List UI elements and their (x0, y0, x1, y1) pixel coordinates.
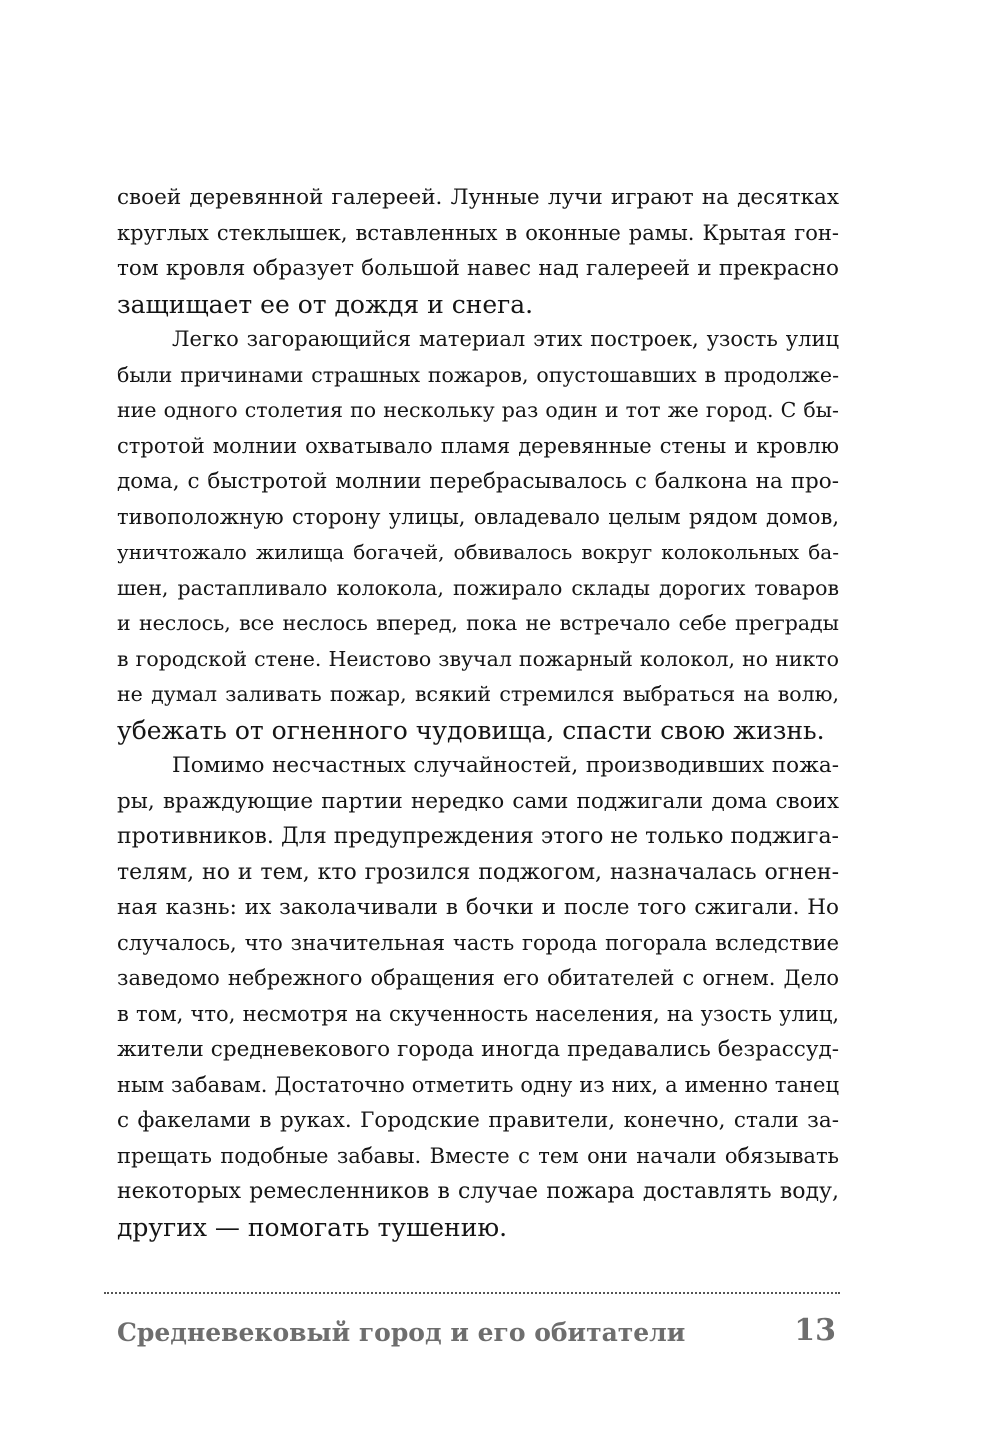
text-line: случалось, что значительная часть города погорала вследствие (117, 930, 839, 955)
text-line: были причинами страшных пожаров, опустошавших в продолже- (117, 362, 839, 387)
running-footer-title: Средневековый город и его обитатели (117, 1318, 686, 1347)
text-line: том кровля образует большой навес над галереей и прекрасно (117, 256, 839, 281)
text-line: тивоположную сторону улицы, овладевало целым рядом домов, (117, 504, 839, 529)
text-line: и неслось, все неслось вперед, пока не встречало себе преграды (117, 611, 839, 635)
text-line: ние одного столетия по нескольку раз один и тот же город. С бы- (117, 398, 839, 422)
text-line: стротой молнии охватывало пламя деревянные стены и кровлю (117, 433, 839, 458)
text-line: с факелами в руках. Городские правители, конечно, стали за- (117, 1108, 839, 1133)
page-number: 13 (794, 1313, 836, 1348)
text-line: защищает ее от дождя и снега. (117, 289, 534, 319)
footer-divider (104, 1292, 840, 1294)
text-line: ры, враждующие партии нередко сами поджигали дома своих (117, 788, 839, 814)
text-line: в городской стене. Неистово звучал пожарный колокол, но никто (117, 646, 839, 671)
text-line: Легко загорающийся материал этих построек, узость улиц (172, 327, 839, 351)
text-line: круглых стеклышек, вставленных в оконные рамы. Крытая гон- (117, 220, 839, 245)
text-line: в том, что, несмотря на скученность населения, на узость улиц, (117, 1001, 839, 1026)
text-line: противников. Для предупреждения этого не только поджига- (117, 824, 839, 849)
text-line: прещать подобные забавы. Вместе с тем они начали обязывать (117, 1143, 839, 1168)
text-line: убежать от огненного чудовища, спасти свою жизнь. (117, 715, 825, 745)
text-line: ным забавам. Достаточно отметить одну из них, а именно танец (117, 1072, 839, 1097)
text-line: телям, но и тем, кто грозился поджогом, назначалась огнен- (117, 859, 839, 885)
text-line: Помимо несчастных случайностей, производивших пожа- (172, 753, 839, 778)
text-line: уничтожало жилища богачей, обвивалось вокруг колокольных ба- (117, 540, 839, 564)
text-line: других — помогать тушению. (117, 1212, 508, 1242)
body-text (117, 180, 839, 1245)
text-line: не думал заливать пожар, всякий стремился выбраться на волю, (117, 682, 839, 706)
text-line: своей деревянной галереей. Лунные лучи играют на десятках (117, 185, 839, 210)
text-line: дома, с быстротой молнии перебрасывалось с балкона на про- (117, 469, 839, 494)
text-line: жители средневекового города иногда предавались безрассуд- (117, 1037, 839, 1062)
text-line: заведомо небрежного обращения его обитателей с огнем. Дело (117, 966, 839, 990)
text-line: шен, растапливало колокола, пожирало склады дорогих товаров (117, 575, 839, 600)
text-line: ная казнь: их заколачивали в бочки и после того сжигали. Но (117, 895, 839, 920)
text-line: некоторых ремесленников в случае пожара доставлять воду, (117, 1179, 839, 1204)
